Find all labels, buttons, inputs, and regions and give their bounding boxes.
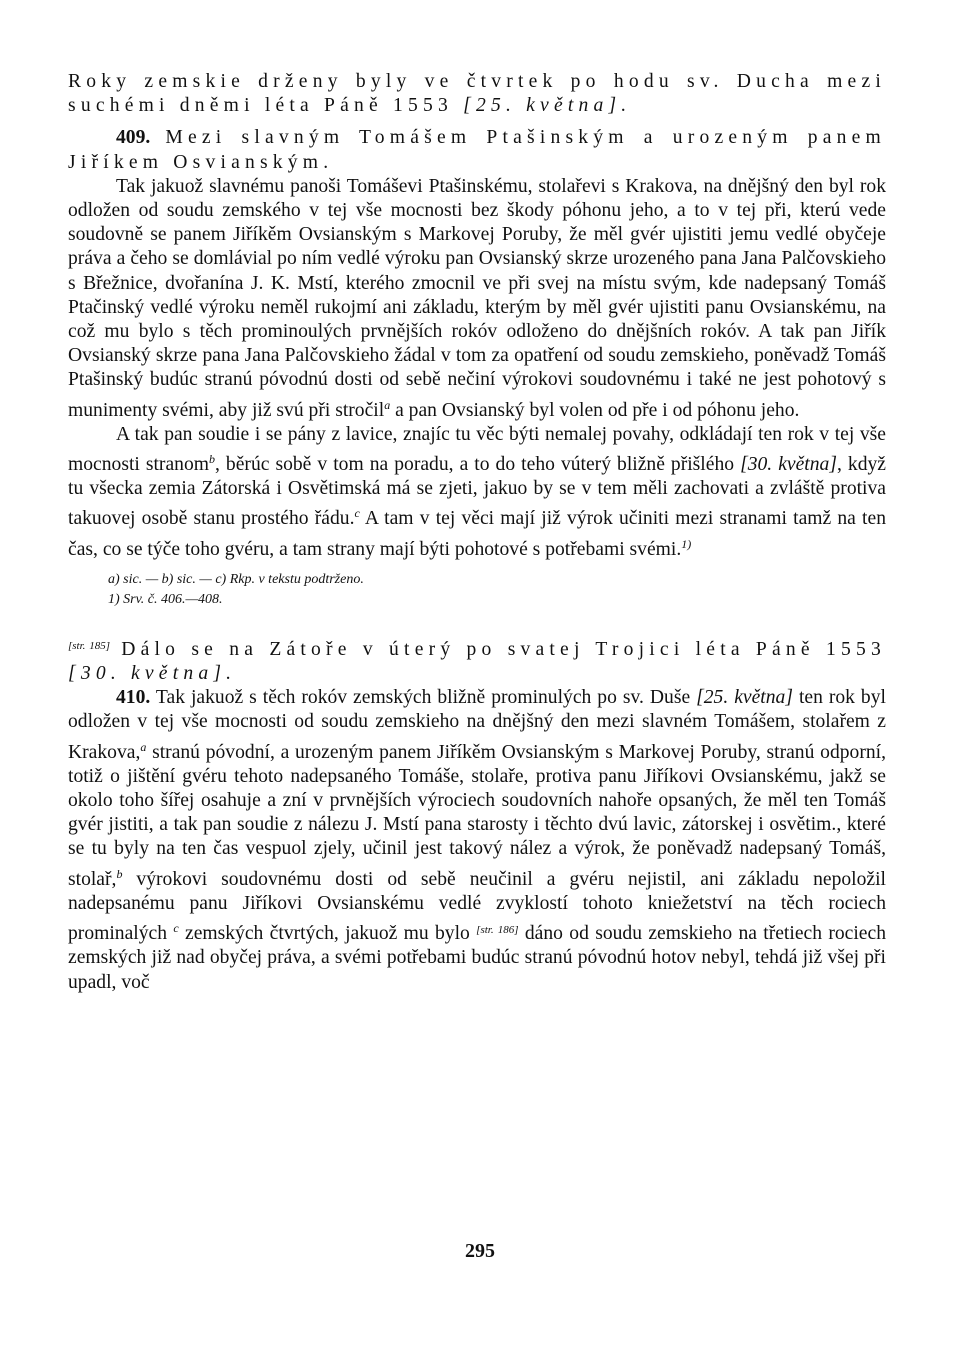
footnote-line-1: a) sic. — b) sic. — c) Rkp. v tekstu podtrženo. <box>108 571 364 587</box>
entry-409-paragraph-2 <box>68 423 886 562</box>
heading-1-text: Roky zemskie drženy byly ve čtvrtek po hodu sv. Ducha mezi suchémi dněmi léta Páně 1553 <box>68 71 886 117</box>
entry-410-number: 410. <box>116 687 151 709</box>
text-run: dáno od soudu zemskieho na třetiech rociech zemských již nad obyčej práva, a svémi potřebami budúc stranú póvodnú hotov nebyl, tehdá již všej při upadl, voč <box>68 923 886 993</box>
heading-1-date: [25. května]. <box>463 95 632 117</box>
text-run: A tam v tej věci mají již výrok učiniti mezi stranami tamž na ten čas, co se týče toho gvéru, a tam strany mají býti pohotové s potřebami svémi. <box>68 508 886 560</box>
text-run: zemských čtvrtých, jakuož mu bylo <box>178 923 470 945</box>
text-run: , když tu všecka zemia Zátorská i Osvětimská má se zjeti, jakuo by se v tem měli zachovati a zvláště protiva takuovej osobě stanu prostého řádu. <box>68 454 886 530</box>
abbreviation: Mstí <box>383 814 419 836</box>
text-run: Tak jakuož s těch rokóv zemských bližně prominulých po sv. Duše <box>150 687 691 709</box>
page-reference: [str. 185] <box>68 639 111 652</box>
footnote-mark-a: a <box>140 739 147 754</box>
entry-409-paragraph-1 <box>68 175 886 423</box>
heading-2-date: [30. května]. <box>68 663 237 685</box>
text-run: pana starosty i těchto dvú lavic, zátorskej i osvětim., které se tu byly na ten čas vespuol zjely, učinil jest takový nález a výrok, že poněvadž nadepsaný Tomáš, stolař, <box>68 814 886 890</box>
footnote-mark-c: c <box>173 921 179 936</box>
text-run: , kterého zmocnil ve při svej na místu svým, kde nadepsaný Tomáš Ptačinský vedlé výroku neměl rukojmí ani základu, kterým by měl gvér ujistiti panu Ovsianskému, na což mu bylo s těch prominoulých prvnějších rokóv odloženo do dnějšních rokóv. A tak pan Jiřík Ovsianský skrze pana Jana Palčovskieho žádal v tom za opatření od soudu zemskieho, poněvadž Tomáš Ptašinský budúc stranú póvodnú dosti od sebě nečiní výrokovi soudovnému i také ne jest pohotový s munimenty svémi, aby již svú při stročil <box>68 272 886 421</box>
page-number: 295 <box>465 1240 495 1262</box>
text-run: , běrúc sobě v tom na poradu, a to do teho vúterý bližně přišlého <box>215 454 735 476</box>
entry-409-title-text: Mezi slavným Tomášem Ptašinským a urozeným panem Jiříkem Osvianským. <box>68 127 886 173</box>
text-run: Tak jakuož slavnému panoši Tomáševi Ptašinskému, stolařevi s Krakova, na dnějšný den byl rok odložen od soudu zemského v tej vše mocnosti bez škody póhonu jeho, a to v tej při, kterú vede soudovně se panem Jiříkěm Ovsianským s Markovej Poruby, že měl gvér ujistiti jemu vedlé obyčeje práva a čeho se domlávial po ním vedlé výroku pan Ovsianský skrze urozeného pana Jana Palčovskieho s Břežnice, dvořanína J. K. <box>68 175 886 294</box>
text-run: stranú póvodní, a urozeným panem Jiříkěm Ovsianským s Markovej Poruby, stranú odporní, totiž o jištění gvéru tehoto nadepsaného Tomáše, stolaře, protiva panu Jiříkovi Ovsianskému, jakž se okolo toho šířej osahuje a zní v prvnějších výrociech soudovních nahoře opsaných, že měl ten Tomáš gvér jistiti, a tak pan soudie z nálezu J. <box>68 741 886 836</box>
footnote-line-2: 1) Srv. č. 406.—408. <box>108 591 223 607</box>
page-body <box>68 70 886 995</box>
text-run: A tak pan soudie i se pány z lavice, znajíc tu věc býti nemalej povahy, odkládají ten rok v tej vše mocnosti stranom <box>68 423 886 476</box>
footnote-mark-a: a <box>384 397 391 412</box>
inline-date: [30. května] <box>740 454 837 476</box>
entry-409-number: 409. <box>116 127 151 149</box>
section-heading-1 <box>68 70 886 118</box>
heading-2-text: Dálo se na Zátoře v úterý po svatej Trojici léta Páně 1553 <box>121 638 886 660</box>
entry-409-title <box>68 126 886 174</box>
footnote-mark-c: c <box>354 506 360 521</box>
footnote-mark-1: 1) <box>681 536 692 551</box>
footnote-mark-b: b <box>209 452 215 467</box>
footnote-mark-b: b <box>116 866 123 881</box>
page-reference: [str. 186] <box>476 924 519 937</box>
inline-date: [25. května] <box>696 687 793 709</box>
section-heading-2 <box>68 634 886 686</box>
entry-410-paragraph <box>68 686 886 994</box>
abbreviation: Mstí <box>297 272 334 294</box>
text-run: ten rok byl odložen v tej vše mocnosti od soudu zemskieho na dnějšný den mezi slavném Tomášem, stolařem z Krakova, <box>68 687 886 763</box>
text-run: a pan Ovsianský byl volen od pře i od póhonu jeho. <box>390 399 800 421</box>
text-run: výrokovi soudovnému dosti od sebě neučinil a gvéru nejistil, ani základu nepoložil nadepsanému panu Jiříkovi Ovsianskému vedlé zvyklostí tohoto kniežetství na těch rociech prominalých <box>68 868 886 945</box>
